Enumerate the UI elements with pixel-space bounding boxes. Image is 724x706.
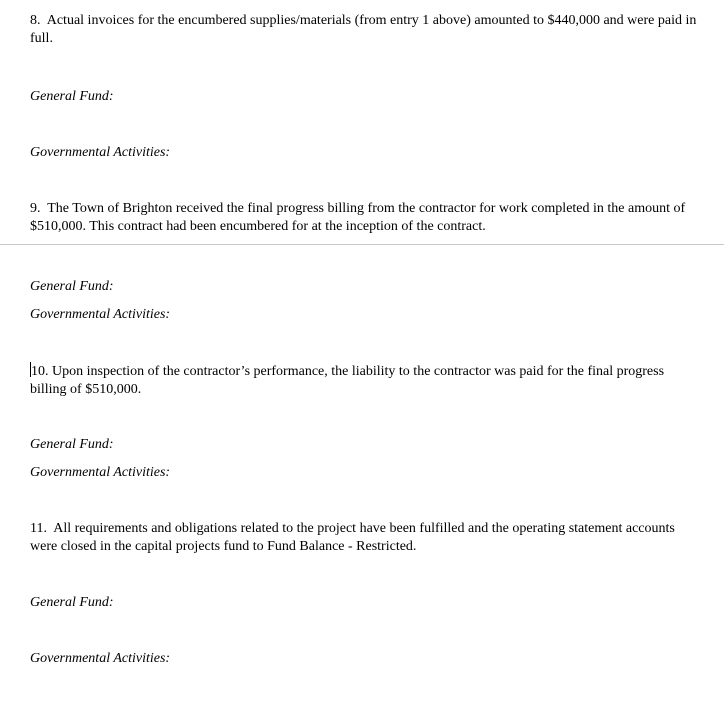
question-8-number: 8. [30,13,41,28]
question-10-governmental-activities-label: Governmental Activities: [30,465,171,480]
document-page-top [0,0,724,244]
question-9-general-fund-label: General Fund: [30,279,114,294]
question-9 [30,200,700,236]
question-8-governmental-activities-label: Governmental Activities: [30,145,171,160]
question-10-general-fund-label: General Fund: [30,437,114,452]
question-11-number: 11. [30,521,47,536]
question-11-text: All requirements and obligations related to the project have been fulfilled and the operating statement accounts were closed in the capital projects fund to Fund Balance - Restricted. [30,521,675,554]
question-8-text: Actual invoices for the encumbered supplies/materials (from entry 1 above) amounted to $440,000 and were paid in full. [30,13,697,46]
question-10-text: Upon inspection of the contractor’s performance, the liability to the contractor was paid for the final progress billing of $510,000. [30,364,665,397]
question-10-number: 10. [31,364,49,379]
question-11-general-fund-label: General Fund: [30,595,114,610]
question-11 [30,520,700,556]
question-9-governmental-activities-label: Governmental Activities: [30,307,171,322]
question-10[interactable] [30,362,700,399]
question-11-governmental-activities-label: Governmental Activities: [30,651,171,666]
question-8 [30,12,700,48]
document-page-bottom [0,245,724,706]
question-9-text: The Town of Brighton received the final progress billing from the contractor for work completed in the amount of $510,000. This contract had been encumbered for at the inception of the contract. [30,201,686,234]
question-9-number: 9. [30,201,41,216]
question-8-general-fund-label: General Fund: [30,89,114,104]
